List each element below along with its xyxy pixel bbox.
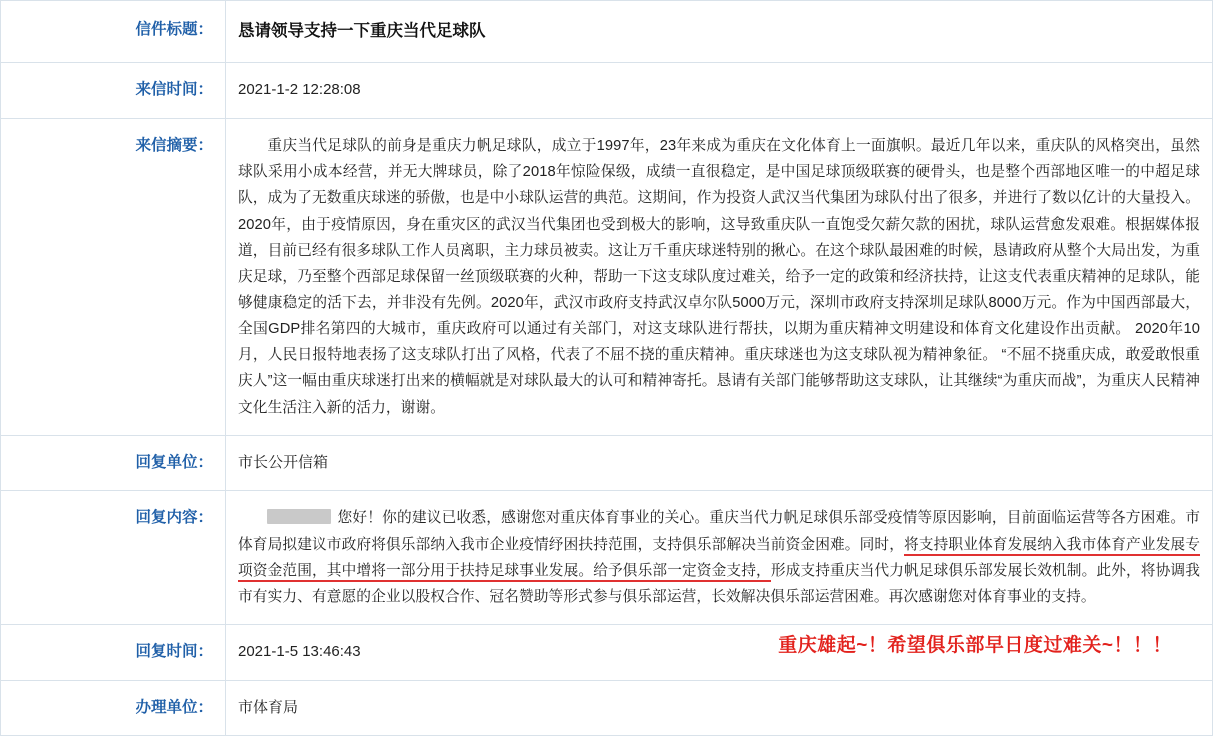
table-row-send-time	[1, 63, 1213, 119]
reply-segment-1: 您好！你的建议已收悉，感谢您对重庆体育事业的关心。重庆当代力帆足球俱乐部受疫情等原因影响，目前面临运营等各方困难。市体育局拟建议市政府将俱乐部纳入我市企业疫情纾困扶持范围，支持俱乐部解决当前资金困难。同时，	[238, 510, 1200, 553]
row-label-send-time: 来信时间：	[1, 63, 226, 119]
row-label-reply-time: 回复时间：	[1, 625, 226, 681]
reply-paragraph	[238, 505, 1200, 610]
table-row-title	[1, 1, 1213, 63]
reply-segment-3: 形成支持重庆当代力帆足球俱乐部发展长效机制。此外，将协调我市有实力、有意愿的企业以股权合作、冠名赞助等形式参与俱乐部运营，长效解决俱乐部运营困难。再次感谢您对体育事业的支持。	[238, 562, 1200, 605]
row-value-reply-time	[226, 625, 1213, 681]
redaction-block	[267, 509, 331, 524]
row-label-title: 信件标题：	[1, 1, 226, 63]
reply-segment-2-underlined: 将支持职业体育发展纳入我市体育产业发展专项资金范围，其中增将一部分用于扶持足球事业发展。给予俱乐部一定资金支持，	[238, 537, 1200, 582]
row-value-send-time: 2021-1-2 12:28:08	[226, 63, 1213, 119]
row-label-summary: 来信摘要：	[1, 119, 226, 436]
row-label-reply-content: 回复内容：	[1, 491, 226, 625]
row-value-summary	[226, 119, 1213, 436]
row-label-handling-unit: 办理单位：	[1, 680, 226, 736]
table-row-reply-unit	[1, 435, 1213, 491]
table-row-summary	[1, 119, 1213, 436]
table-row-reply-time	[1, 625, 1213, 681]
row-value-title: 恳请领导支持一下重庆当代足球队	[226, 1, 1213, 63]
reply-time-text: 2021-1-5 13:46:43	[238, 643, 361, 661]
row-value-reply-content	[226, 491, 1213, 625]
table-row-handling-unit	[1, 680, 1213, 736]
row-value-handling-unit: 市体育局	[226, 680, 1213, 736]
table-row-reply-content	[1, 491, 1213, 625]
annotation-stamp: 重庆雄起~！希望俱乐部早日度过难关~！！！	[778, 635, 1172, 657]
row-value-reply-unit: 市长公开信箱	[226, 435, 1213, 491]
summary-paragraph: 重庆当代足球队的前身是重庆力帆足球队，成立于1997年，23年来成为重庆在文化体育上一面旗帜。最近几年以来，重庆队的风格突出，虽然球队采用小成本经营，并无大牌球员，除了2018年惊险保级，成绩一直很稳定，是中国足球顶级联赛的硬骨头，也是整个西部地区唯一的中超足球队，成为了无数重庆球迷的骄傲，也是中小球队运营的典范。这期间，作为投资人武汉当代集团为球队付出了很多，并进行了数以亿计的大量投入。2020年，由于疫情原因，身在重灾区的武汉当代集团也受到极大的影响，这导致重庆队一直饱受欠薪欠款的困扰，球队运营愈发艰难。根据媒体报道，目前已经有很多球队工作人员离职，主力球员被卖。这让万千重庆球迷特别的揪心。在这个球队最困难的时候，恳请政府从整个大局出发，为重庆足球，乃至整个西部足球保留一丝顶级联赛的火种，帮助一下这支球队度过难关，给予一定的政策和经济扶持，让这支代表重庆精神的足球队，能够健康稳定的活下去，并非没有先例。2020年，武汉市政府支持武汉卓尔队5000万元，深圳市政府支持深圳足球队8000万元。作为中国西部最大，全国GDP排名第四的大城市，重庆政府可以通过有关部门，对这支球队进行帮扶，以期为重庆精神文明建设和体育文化建设作出贡献。 2020年10月，人民日报特地表扬了这支球队打出了风格，代表了不屈不挠的重庆精神。重庆球迷也为这支球队视为精神象征。 “不屈不挠重庆成，敢爱敢恨重庆人”这一幅由重庆球迷打出来的横幅就是对球队最大的认可和精神寄托。恳请有关部门能够帮助这支球队，让其继续“为重庆而战”，为重庆人民精神文化生活注入新的活力，谢谢。	[238, 138, 1200, 416]
row-label-reply-unit: 回复单位：	[1, 435, 226, 491]
